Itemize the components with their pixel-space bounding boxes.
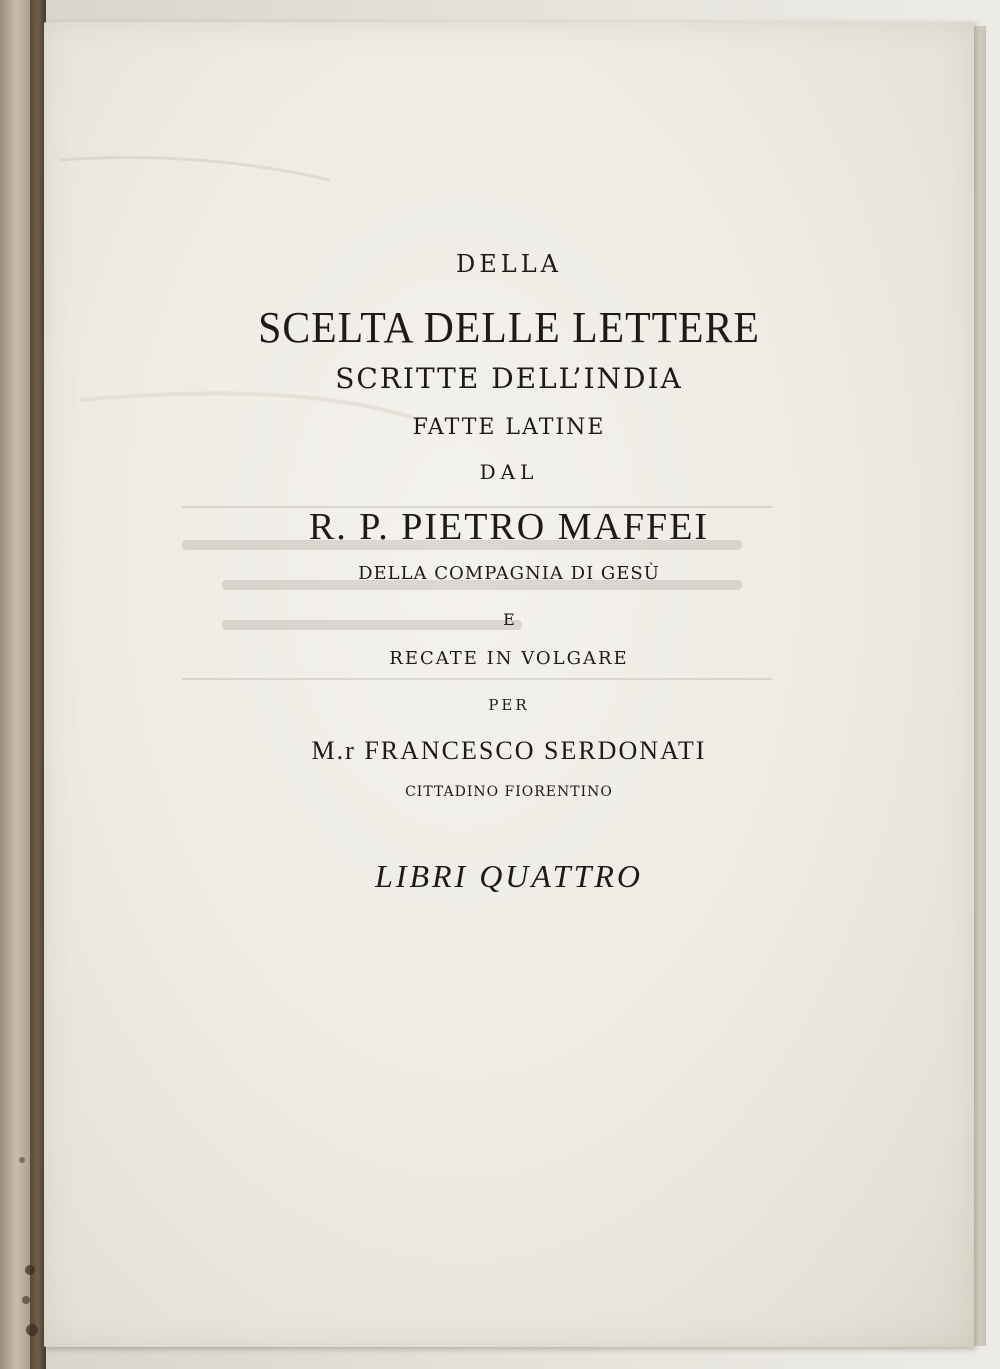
page-fore-edge [972,26,986,1346]
conjunction-e: E [503,610,515,629]
author-name: R. P. PIETRO MAFFEI [308,506,710,548]
title-per: PER [488,696,530,714]
title-line-della: DELLA [456,250,562,278]
title-subtitle: SCRITTE DELL’INDIA [335,362,683,395]
translator-origin: CITTADINO FIORENTINO [405,784,613,800]
title-page [44,22,974,1347]
translation-note: RECATE IN VOLGARE [389,648,629,669]
title-main: SCELTA DELLE LETTERE [258,303,760,352]
title-fatte-latine: FATTE LATINE [412,415,606,440]
translator-name: M.r FRANCESCO SERDONATI [311,736,707,765]
volume-count: LIBRI QUATTRO [374,858,644,894]
title-dal: DAL [479,460,539,484]
author-affiliation: DELLA COMPAGNIA DI GESÙ [358,563,660,584]
